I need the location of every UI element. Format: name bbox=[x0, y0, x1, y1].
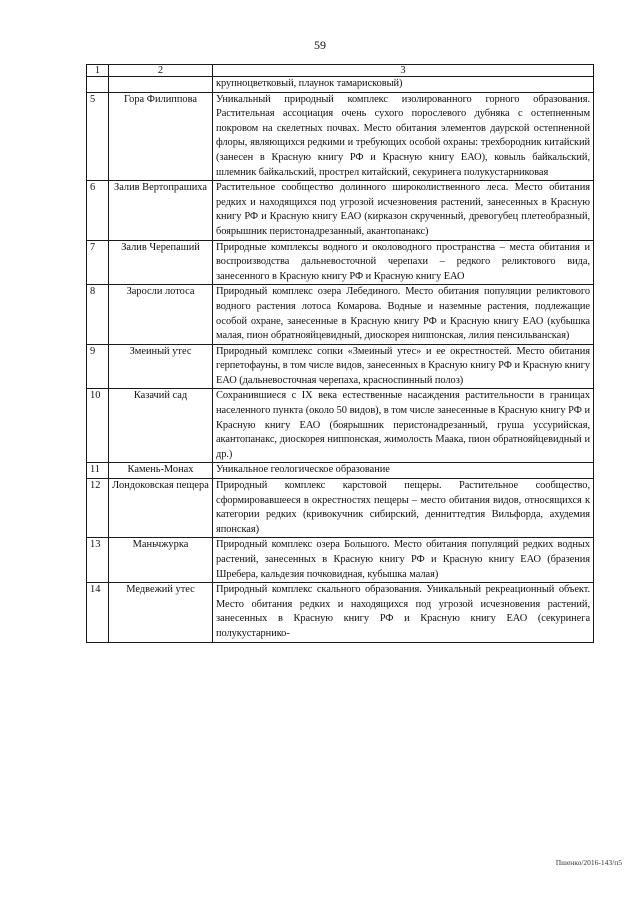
protected-areas-table bbox=[86, 64, 594, 643]
row-number: 5 bbox=[87, 92, 109, 181]
row-number: 13 bbox=[87, 538, 109, 583]
site-description: Природный комплекс карстовой пещеры. Растительное сообщество, сформировавшееся в окрестностях пещеры – место обитания видов, относящихся к категории редких (кривокучник сибирский, денниттедтия Вильфорда, ахудемия японская) bbox=[213, 479, 594, 538]
site-name: Маньчжурка bbox=[109, 538, 213, 583]
site-description: Природный комплекс озера Большого. Место обитания популяций редких водных растений, занесенных в Красную книгу РФ и Красную книгу ЕАО (бразения Шребера, кальдезия почковидная, кубышка малая) bbox=[213, 538, 594, 583]
row-number: 7 bbox=[87, 240, 109, 285]
row-number: 14 bbox=[87, 583, 109, 642]
site-name: Гора Филиппова bbox=[109, 92, 213, 181]
site-description: Уникальное геологическое образование bbox=[213, 463, 594, 479]
continuation-row bbox=[87, 77, 594, 93]
row-number: 8 bbox=[87, 285, 109, 344]
site-name: Заросли лотоса bbox=[109, 285, 213, 344]
header-col-2: 2 bbox=[109, 65, 213, 77]
site-name: Казачий сад bbox=[109, 389, 213, 463]
row-number: 12 bbox=[87, 479, 109, 538]
site-description: Сохранившиеся с IX века естественные насаждения растительности в границах населенного пункта (около 50 видов), в том числе занесенные в Красную книгу РФ и Красную книгу ЕАО (боярышник перистонадрезанный, груша уссурийская, акантопанакс, диоскорея ниппонская, жимолость Маака, пион обратнояйцевидный и др.) bbox=[213, 389, 594, 463]
site-name: Медвежий утес bbox=[109, 583, 213, 642]
table-row bbox=[87, 463, 594, 479]
continuation-text: крупноцветковый, плаунок тамарисковый) bbox=[213, 77, 594, 93]
table-header-row bbox=[87, 65, 594, 77]
header-col-3: 3 bbox=[213, 65, 594, 77]
row-number: 10 bbox=[87, 389, 109, 463]
site-name: Камень-Монах bbox=[109, 463, 213, 479]
site-description: Природный комплекс озера Лебединого. Место обитания популяции реликтового водного растения лотоса Комарова. Водные и наземные растения, подлежащие особой охране, занесенные в Красную книгу РФ и Красную книгу ЕАО (кубышка малая, пион обратнояйцевидный, диоскорея ниппонская, лилия пенсильванская) bbox=[213, 285, 594, 344]
table-row bbox=[87, 181, 594, 240]
table-row bbox=[87, 92, 594, 181]
row-number: 9 bbox=[87, 344, 109, 389]
site-name: Залив Вертопрашиха bbox=[109, 181, 213, 240]
table-row bbox=[87, 389, 594, 463]
site-description: Природные комплексы водного и околоводного пространства – места обитания и воспроизводства дальневосточной черепахи – редкого реликтового вида, занесенного в Красную книгу РФ и Красную книгу ЕАО bbox=[213, 240, 594, 285]
site-description: Уникальный природный комплекс изолированного горного образования. Растительная ассоциация очень сухого порослевого дубняка с остепненным покровом на скелетных почвах. Место обитания элементов даурской остепненной флоры, являющихся редкими и требующих особой охраны: трехбородник китайский (занесен в Красную книгу РФ и Красную книгу ЕАО), ковыль байкальский, шлемник байкальский, прострел китайский, секуринега полукустарниковая bbox=[213, 92, 594, 181]
table-row bbox=[87, 240, 594, 285]
site-name: Змеиный утес bbox=[109, 344, 213, 389]
row-number: 11 bbox=[87, 463, 109, 479]
site-description: Природный комплекс скального образования. Уникальный рекреационный объект. Место обитания редких и находящихся под угрозой исчезновения растений, занесенных в Красную книгу РФ и Красную книгу ЕАО (секуринега полукустарнико- bbox=[213, 583, 594, 642]
table-row bbox=[87, 285, 594, 344]
page-number: 59 bbox=[314, 38, 326, 52]
site-description: Природный комплекс сопки «Змеиный утес» и ее окрестностей. Место обитания герпетофауны, в том числе видов, занесенных в Красную книгу РФ и Красную книгу ЕАО (дальневосточная черепаха, красноспинный полоз) bbox=[213, 344, 594, 389]
site-name: Залив Черепаший bbox=[109, 240, 213, 285]
table-row bbox=[87, 344, 594, 389]
header-col-1: 1 bbox=[87, 65, 109, 77]
document-code: Пшенко/2016-143/п5 bbox=[555, 858, 622, 867]
site-description: Растительное сообщество долинного широколиственного леса. Место обитания редких и находящихся под угрозой исчезновения растений, занесенных в Красную книгу РФ и Красную книгу ЕАО (кирказон скрученный, древогубец плетеобразный, боярышник перистонадрезанный, акантопанакс) bbox=[213, 181, 594, 240]
table-row bbox=[87, 583, 594, 642]
table-row bbox=[87, 479, 594, 538]
table-row bbox=[87, 538, 594, 583]
row-number: 6 bbox=[87, 181, 109, 240]
site-name: Лондоковская пещера bbox=[109, 479, 213, 538]
